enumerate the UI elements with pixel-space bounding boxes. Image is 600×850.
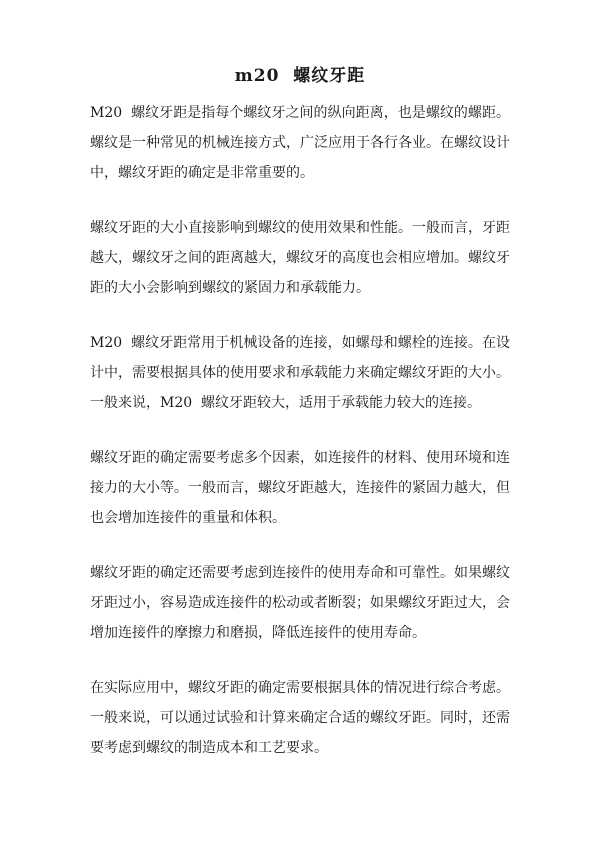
paragraph-3: M20 螺纹牙距常用于机械设备的连接，如螺母和螺栓的连接。在设计中，需要根据具体的使用要求和承载能力来确定螺纹牙距的大小。一般来说，M20 螺纹牙距较大，适用于承载能力较大的连接。 bbox=[90, 335, 510, 411]
paragraph-2: 螺纹牙距的大小直接影响到螺纹的使用效果和性能。一般而言，牙距越大，螺纹牙之间的距离越大，螺纹牙的高度也会相应增加。螺纹牙距的大小会影响到螺纹的紧固力和承载能力。 bbox=[90, 220, 510, 296]
paragraph-4: 螺纹牙距的确定需要考虑多个因素，如连接件的材料、使用环境和连接力的大小等。一般而言，螺纹牙距越大，连接件的紧固力越大，但也会增加连接件的重量和体积。 bbox=[90, 450, 510, 526]
paragraph-6: 在实际应用中，螺纹牙距的确定需要根据具体的情况进行综合考虑。一般来说，可以通过试验和计算来确定合适的螺纹牙距。同时，还需要考虑到螺纹的制造成本和工艺要求。 bbox=[90, 680, 510, 756]
paragraph-5: 螺纹牙距的确定还需要考虑到连接件的使用寿命和可靠性。如果螺纹牙距过小，容易造成连接件的松动或者断裂；如果螺纹牙距过大，会增加连接件的摩擦力和磨损，降低连接件的使用寿命。 bbox=[90, 565, 510, 641]
page-title: m20 螺纹牙距 bbox=[234, 66, 366, 86]
paragraph-1: M20 螺纹牙距是指每个螺纹牙之间的纵向距离，也是螺纹的螺距。螺纹是一种常见的机械连接方式，广泛应用于各行各业。在螺纹设计中，螺纹牙距的确定是非常重要的。 bbox=[90, 105, 510, 181]
